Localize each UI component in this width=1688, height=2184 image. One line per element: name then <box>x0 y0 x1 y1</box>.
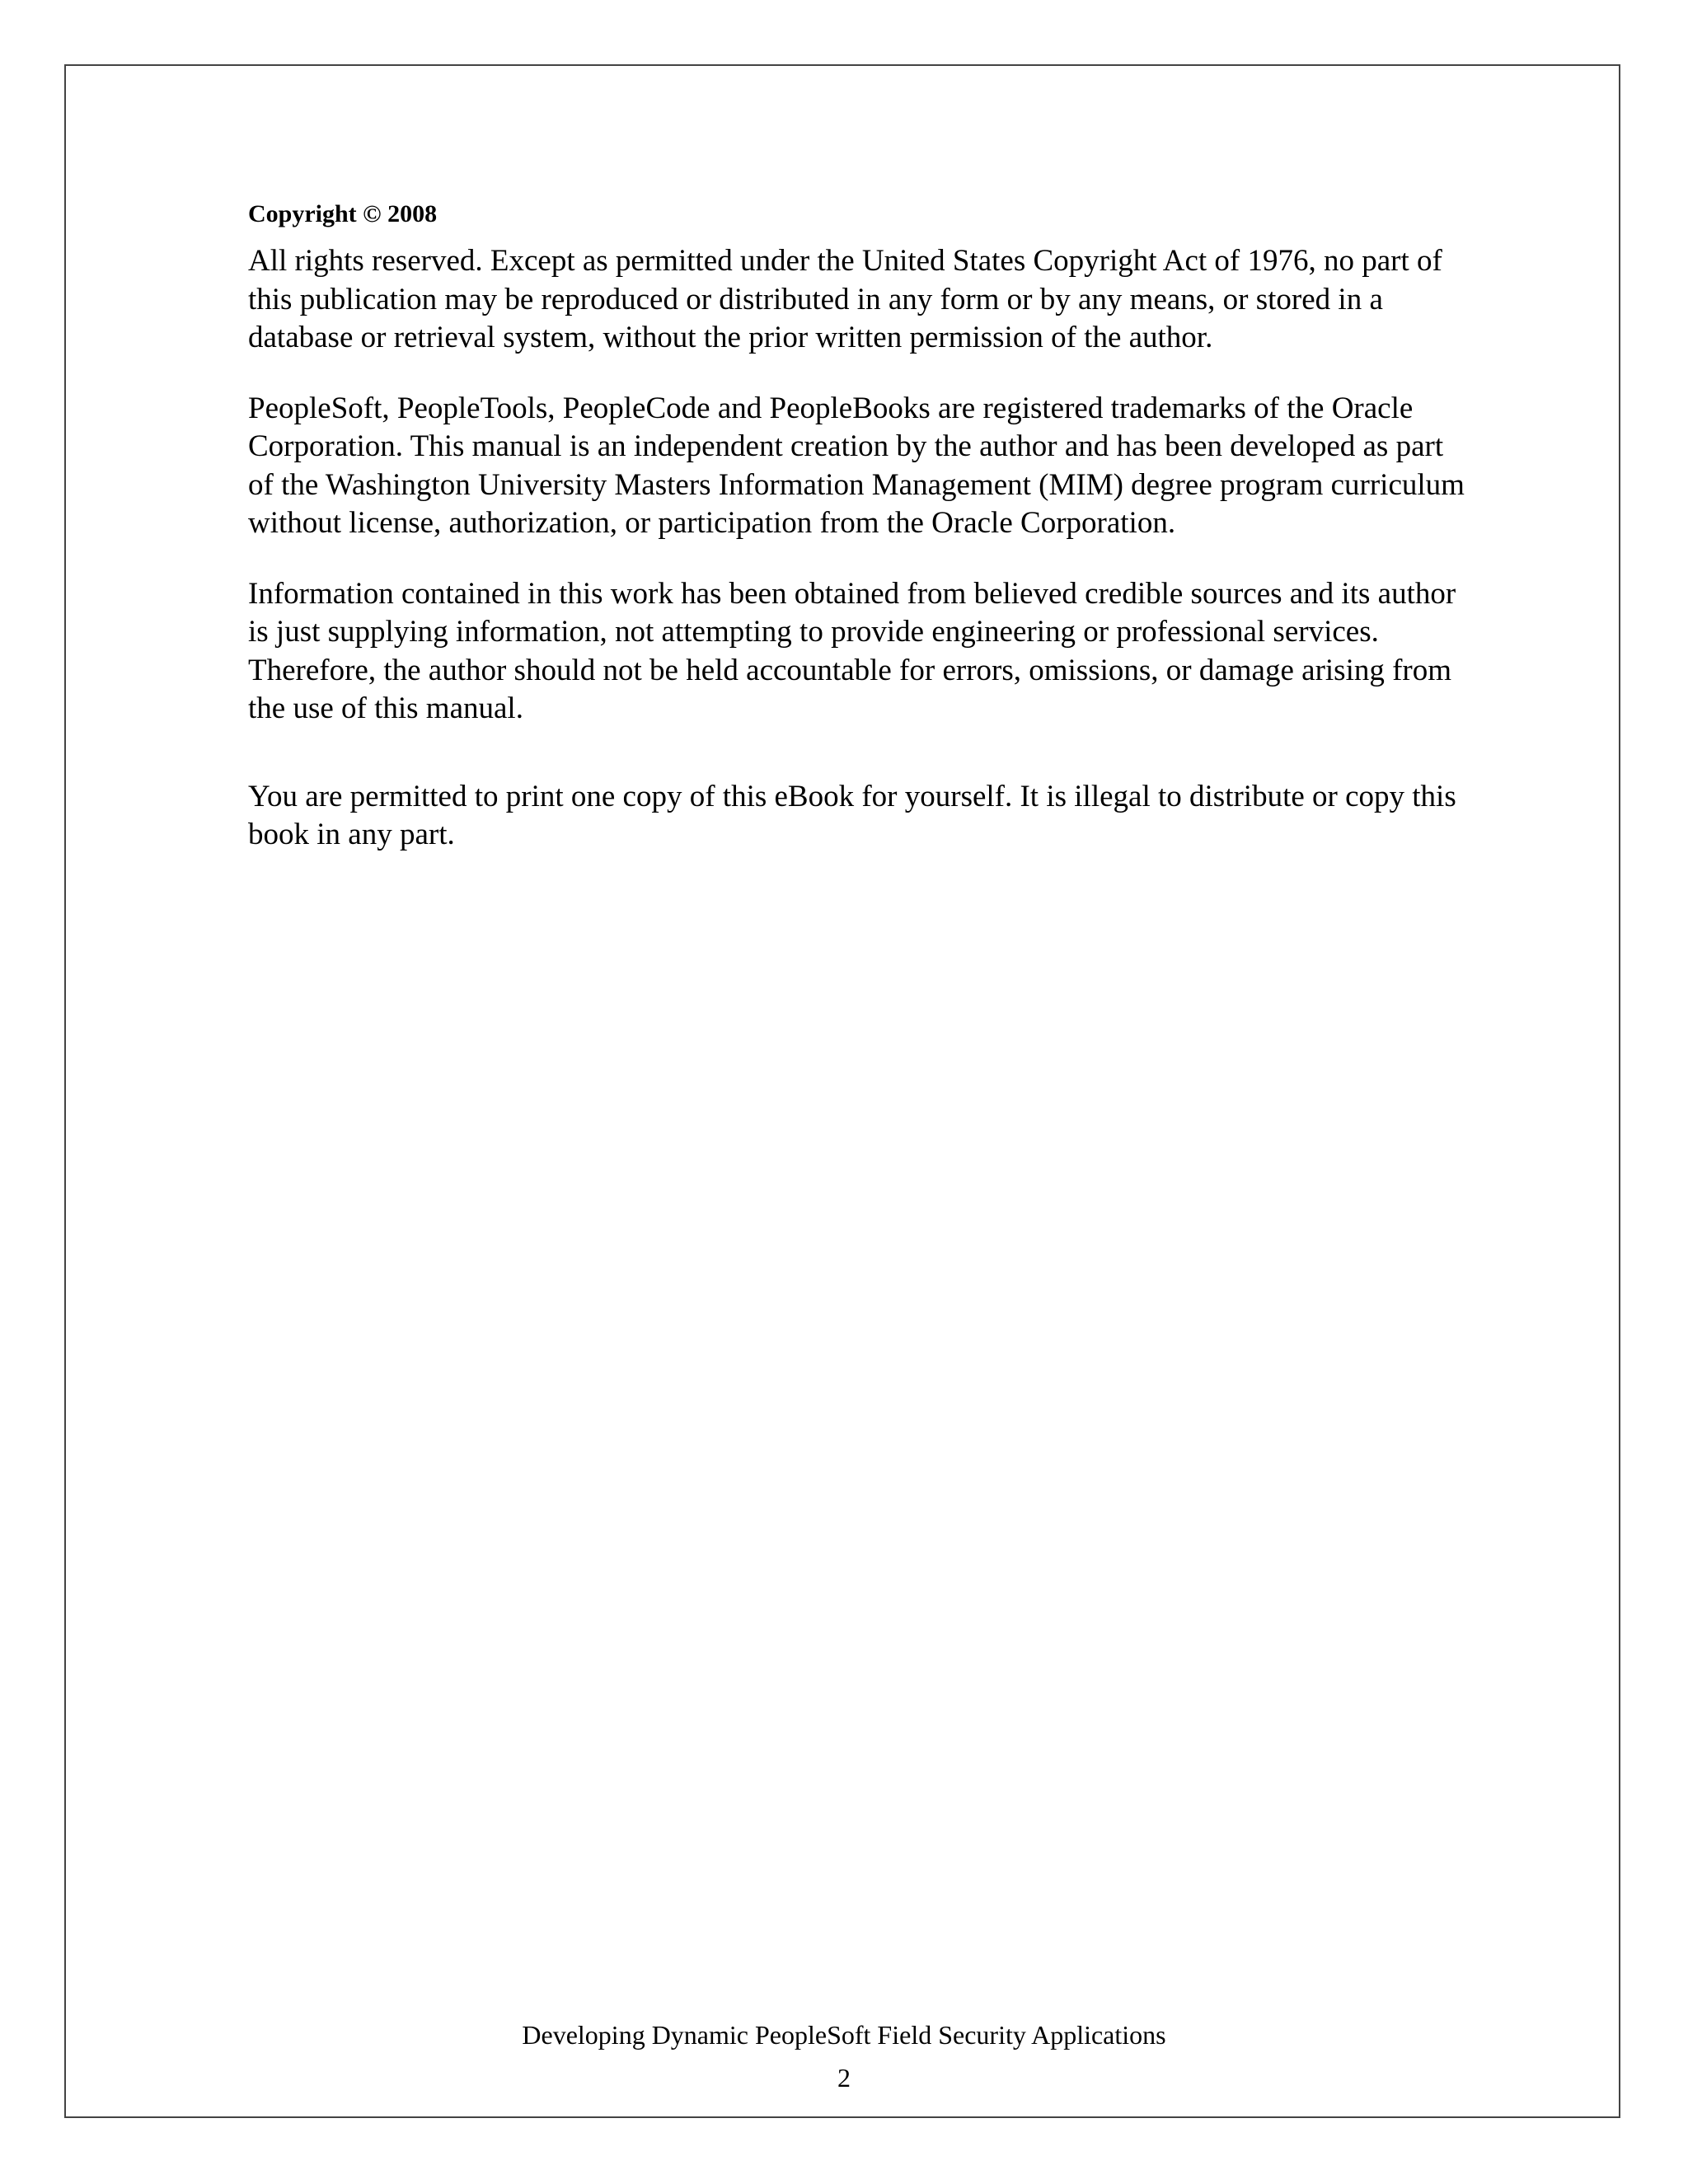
rights-reserved-paragraph: All rights reserved. Except as permitted under the United States Copyright Act of 1976, no part of this publication may be reproduced or distributed in any form or by any means, or stored in a database or retrieval system, without the prior written permission of the author. <box>248 244 1442 354</box>
page-number: 2 <box>837 2063 851 2093</box>
copyright-heading: Copyright © 2008 <box>248 200 438 227</box>
print-permission-paragraph: You are permitted to print one copy of this eBook for yourself. It is illegal to distribute or copy this book in any part. <box>248 779 1456 851</box>
trademarks-paragraph: PeopleSoft, PeopleTools, PeopleCode and PeopleBooks are registered trademarks of the Oracle Corporation. This manual is an independent creation by the author and has been developed as part of the Washington University Masters Information Management (MIM) degree program curriculum without license, authorization, or participation from the Oracle Corporation. <box>248 391 1465 540</box>
disclaimer-paragraph: Information contained in this work has been obtained from believed credible sources and its author is just supplying information, not attempting to provide engineering or professional services. Therefore, the author should not be held accountable for errors, omissions, or damage arising from the use of this manual. <box>248 576 1456 725</box>
footer-title: Developing Dynamic PeopleSoft Field Security Applications <box>522 2020 1166 2050</box>
page-footer <box>0 2016 1688 2097</box>
page-content <box>248 196 1468 887</box>
